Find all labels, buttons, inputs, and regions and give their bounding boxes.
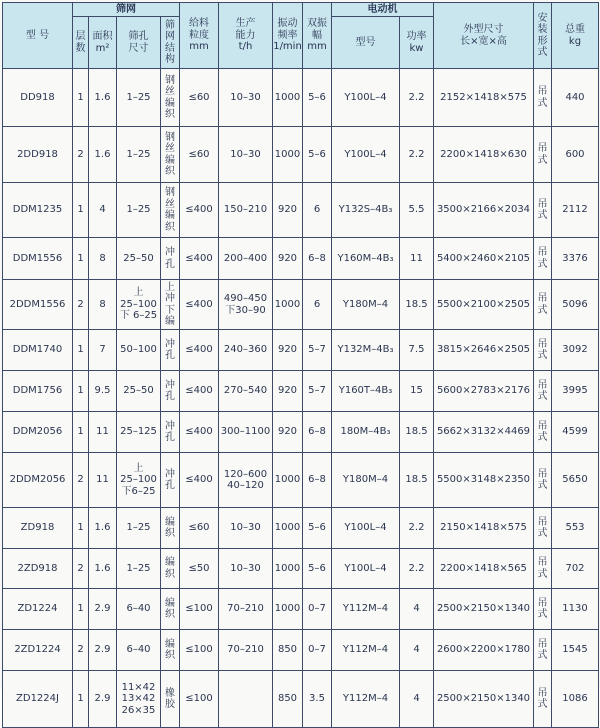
cell-weight: 1545 bbox=[552, 630, 599, 671]
cell-feed: ≤60 bbox=[180, 508, 219, 549]
cell-weight: 440 bbox=[552, 69, 599, 127]
cell-weight: 2112 bbox=[552, 183, 599, 238]
header-screen-group: 筛网 bbox=[73, 3, 180, 17]
cell-frequency: 1000 bbox=[273, 589, 303, 630]
table-row bbox=[3, 280, 599, 330]
cell-amplitude: 5–6 bbox=[303, 127, 332, 183]
cell-feed: ≤400 bbox=[180, 453, 219, 508]
cell-layers: 1 bbox=[73, 412, 89, 453]
cell-model: DDM1556 bbox=[3, 238, 73, 280]
cell-capacity: 10–30 bbox=[219, 549, 273, 589]
cell-structure-text: 冲孔 bbox=[165, 420, 175, 443]
header-motor-group: 电动机 bbox=[332, 3, 434, 17]
cell-dimensions: 2200×1418×565 bbox=[434, 549, 534, 589]
cell-amplitude: 3.5 bbox=[303, 671, 332, 728]
header-dimensions: 外型尺寸 长×宽×高 bbox=[434, 3, 534, 69]
cell-aperture: 25–50 bbox=[117, 238, 161, 280]
cell-feed: ≤400 bbox=[180, 371, 219, 412]
cell-structure-text: 编织 bbox=[165, 638, 175, 661]
cell-layers: 1 bbox=[73, 69, 89, 127]
cell-structure bbox=[161, 127, 180, 183]
cell-capacity: 120–600 40–120 bbox=[219, 453, 273, 508]
cell-install-text: 吊式 bbox=[537, 638, 548, 661]
table-row bbox=[3, 183, 599, 238]
cell-power: 15 bbox=[400, 371, 434, 412]
cell-aperture: 1–25 bbox=[117, 127, 161, 183]
table-row bbox=[3, 671, 599, 728]
cell-dimensions: 5600×2783×2176 bbox=[434, 371, 534, 412]
cell-structure-text: 上冲下编 bbox=[165, 281, 175, 327]
cell-frequency: 850 bbox=[273, 630, 303, 671]
cell-model: DDM1740 bbox=[3, 330, 73, 371]
cell-motor: 180M–4B₃ bbox=[332, 412, 400, 453]
cell-amplitude: 6–8 bbox=[303, 412, 332, 453]
cell-aperture: 6–40 bbox=[117, 630, 161, 671]
cell-motor: Y160M–4B₃ bbox=[332, 238, 400, 280]
cell-layers: 1 bbox=[73, 371, 89, 412]
cell-weight: 3995 bbox=[552, 371, 599, 412]
cell-power: 5.5 bbox=[400, 183, 434, 238]
cell-amplitude: 5–6 bbox=[303, 69, 332, 127]
table-row bbox=[3, 238, 599, 280]
cell-install bbox=[534, 183, 552, 238]
cell-aperture: 1–25 bbox=[117, 69, 161, 127]
cell-install-text: 吊式 bbox=[537, 293, 548, 316]
cell-weight: 5096 bbox=[552, 280, 599, 330]
cell-layers: 2 bbox=[73, 549, 89, 589]
header-install-label: 安装形式 bbox=[537, 12, 548, 58]
cell-capacity: 240–360 bbox=[219, 330, 273, 371]
cell-area: 7 bbox=[89, 330, 117, 371]
cell-install-text: 吊式 bbox=[537, 338, 548, 361]
cell-structure bbox=[161, 183, 180, 238]
cell-amplitude: 0–7 bbox=[303, 630, 332, 671]
cell-structure bbox=[161, 453, 180, 508]
cell-install bbox=[534, 69, 552, 127]
cell-area: 2.9 bbox=[89, 630, 117, 671]
cell-dimensions: 2152×1418×575 bbox=[434, 69, 534, 127]
cell-structure-text: 钢丝编织 bbox=[165, 187, 175, 233]
cell-motor: Y160T–4B₃ bbox=[332, 371, 400, 412]
cell-power: 2.2 bbox=[400, 69, 434, 127]
cell-area: 11 bbox=[89, 453, 117, 508]
header-capacity: 生产 能力 t/h bbox=[219, 3, 273, 69]
cell-structure bbox=[161, 412, 180, 453]
cell-install-text: 吊式 bbox=[537, 86, 548, 109]
table-row bbox=[3, 330, 599, 371]
cell-feed: ≤60 bbox=[180, 127, 219, 183]
cell-capacity: 270–540 bbox=[219, 371, 273, 412]
cell-weight: 4599 bbox=[552, 412, 599, 453]
cell-capacity: 70–210 bbox=[219, 630, 273, 671]
cell-amplitude: 5–6 bbox=[303, 549, 332, 589]
table-row bbox=[3, 69, 599, 127]
cell-weight: 1130 bbox=[552, 589, 599, 630]
cell-structure-text: 冲孔 bbox=[165, 468, 175, 491]
cell-power: 11 bbox=[400, 238, 434, 280]
cell-dimensions: 2500×2150×1340 bbox=[434, 671, 534, 728]
cell-motor: Y112M–4 bbox=[332, 630, 400, 671]
cell-frequency: 1000 bbox=[273, 280, 303, 330]
cell-capacity: 10–30 bbox=[219, 508, 273, 549]
cell-frequency: 920 bbox=[273, 330, 303, 371]
cell-amplitude: 5–7 bbox=[303, 330, 332, 371]
cell-amplitude: 0–7 bbox=[303, 589, 332, 630]
cell-capacity: 200–400 bbox=[219, 238, 273, 280]
cell-motor: Y180M–4 bbox=[332, 280, 400, 330]
cell-install bbox=[534, 371, 552, 412]
spec-table bbox=[2, 2, 599, 728]
cell-power: 4 bbox=[400, 671, 434, 728]
cell-dimensions: 2500×2150×1340 bbox=[434, 589, 534, 630]
cell-structure bbox=[161, 238, 180, 280]
cell-install-text: 吊式 bbox=[537, 379, 548, 402]
cell-install bbox=[534, 280, 552, 330]
cell-aperture: 1–25 bbox=[117, 183, 161, 238]
table-row bbox=[3, 412, 599, 453]
cell-capacity: 490–450 下30–90 bbox=[219, 280, 273, 330]
cell-amplitude: 6–8 bbox=[303, 453, 332, 508]
cell-model: ZD1224J bbox=[3, 671, 73, 728]
cell-dimensions: 2200×1418×630 bbox=[434, 127, 534, 183]
cell-structure bbox=[161, 508, 180, 549]
cell-motor: Y112M–4 bbox=[332, 671, 400, 728]
cell-model: DDM1235 bbox=[3, 183, 73, 238]
cell-install bbox=[534, 330, 552, 371]
cell-dimensions: 5500×3148×2350 bbox=[434, 453, 534, 508]
cell-amplitude: 6 bbox=[303, 183, 332, 238]
cell-area: 1.6 bbox=[89, 508, 117, 549]
cell-capacity: 150–210 bbox=[219, 183, 273, 238]
header-amplitude: 双振 幅 mm bbox=[303, 3, 332, 69]
cell-capacity: 300–1100 bbox=[219, 412, 273, 453]
cell-weight: 702 bbox=[552, 549, 599, 589]
cell-model: ZD918 bbox=[3, 508, 73, 549]
cell-layers: 1 bbox=[73, 589, 89, 630]
cell-aperture: 50–100 bbox=[117, 330, 161, 371]
cell-motor: Y132S–4B₃ bbox=[332, 183, 400, 238]
table-row bbox=[3, 127, 599, 183]
cell-install-text: 吊式 bbox=[537, 143, 548, 166]
cell-weight: 600 bbox=[552, 127, 599, 183]
cell-feed: ≤100 bbox=[180, 589, 219, 630]
cell-dimensions: 5400×2460×2105 bbox=[434, 238, 534, 280]
cell-power: 2.2 bbox=[400, 127, 434, 183]
cell-layers: 2 bbox=[73, 453, 89, 508]
table-row bbox=[3, 549, 599, 589]
cell-aperture: 11×42 13×42 26×35 bbox=[117, 671, 161, 728]
table-row bbox=[3, 371, 599, 412]
cell-install-text: 吊式 bbox=[537, 516, 548, 539]
cell-structure-text: 钢丝编织 bbox=[165, 131, 175, 177]
header-structure-label: 筛网结构 bbox=[165, 19, 175, 65]
cell-amplitude: 6–8 bbox=[303, 238, 332, 280]
cell-frequency: 1000 bbox=[273, 453, 303, 508]
cell-structure-text: 冲孔 bbox=[165, 338, 175, 361]
cell-install bbox=[534, 549, 552, 589]
cell-frequency: 920 bbox=[273, 412, 303, 453]
cell-model: DDM1756 bbox=[3, 371, 73, 412]
cell-install bbox=[534, 508, 552, 549]
cell-capacity: 10–30 bbox=[219, 69, 273, 127]
cell-dimensions: 5662×3132×4469 bbox=[434, 412, 534, 453]
table-body bbox=[3, 69, 599, 728]
cell-area: 9.5 bbox=[89, 371, 117, 412]
cell-amplitude: 5–7 bbox=[303, 371, 332, 412]
cell-dimensions: 3500×2166×2034 bbox=[434, 183, 534, 238]
cell-amplitude: 6 bbox=[303, 280, 332, 330]
cell-frequency: 920 bbox=[273, 371, 303, 412]
cell-model: 2DDM2056 bbox=[3, 453, 73, 508]
cell-area: 2.9 bbox=[89, 589, 117, 630]
cell-capacity bbox=[219, 671, 273, 728]
cell-install-text: 吊式 bbox=[537, 687, 548, 710]
cell-feed: ≤100 bbox=[180, 671, 219, 728]
cell-layers: 2 bbox=[73, 630, 89, 671]
table-row bbox=[3, 508, 599, 549]
cell-dimensions: 2600×2200×1780 bbox=[434, 630, 534, 671]
cell-feed: ≤400 bbox=[180, 280, 219, 330]
cell-install bbox=[534, 630, 552, 671]
cell-area: 8 bbox=[89, 280, 117, 330]
header-install bbox=[534, 3, 552, 69]
table-row bbox=[3, 589, 599, 630]
cell-aperture: 上 25–100 下6–25 bbox=[117, 453, 161, 508]
cell-feed: ≤400 bbox=[180, 183, 219, 238]
table-row bbox=[3, 453, 599, 508]
cell-motor: Y100L–4 bbox=[332, 549, 400, 589]
cell-area: 1.6 bbox=[89, 549, 117, 589]
cell-structure-text: 编织 bbox=[165, 597, 175, 620]
header-structure bbox=[161, 17, 180, 69]
cell-power: 2.2 bbox=[400, 549, 434, 589]
cell-frequency: 1000 bbox=[273, 508, 303, 549]
cell-weight: 3376 bbox=[552, 238, 599, 280]
cell-model: 2DD918 bbox=[3, 127, 73, 183]
cell-structure-text: 冲孔 bbox=[165, 247, 175, 270]
cell-amplitude: 5–6 bbox=[303, 508, 332, 549]
cell-capacity: 10–30 bbox=[219, 127, 273, 183]
cell-motor: Y100L–4 bbox=[332, 127, 400, 183]
cell-structure-text: 冲孔 bbox=[165, 379, 175, 402]
cell-aperture: 上 25–100 下 6–25 bbox=[117, 280, 161, 330]
cell-install-text: 吊式 bbox=[537, 597, 548, 620]
cell-weight: 5650 bbox=[552, 453, 599, 508]
header-aperture: 筛孔 尺寸 bbox=[117, 17, 161, 69]
cell-layers: 1 bbox=[73, 238, 89, 280]
header-frequency: 振动 频率 1/min bbox=[273, 3, 303, 69]
cell-weight: 1086 bbox=[552, 671, 599, 728]
cell-layers: 1 bbox=[73, 330, 89, 371]
cell-structure bbox=[161, 69, 180, 127]
cell-structure bbox=[161, 549, 180, 589]
cell-install-text: 吊式 bbox=[537, 420, 548, 443]
cell-layers: 1 bbox=[73, 508, 89, 549]
cell-structure bbox=[161, 371, 180, 412]
cell-motor: Y100L–4 bbox=[332, 508, 400, 549]
cell-weight: 3092 bbox=[552, 330, 599, 371]
cell-structure bbox=[161, 280, 180, 330]
cell-aperture: 1–25 bbox=[117, 549, 161, 589]
cell-install bbox=[534, 412, 552, 453]
header-area: 面积 m² bbox=[89, 17, 117, 69]
cell-weight: 553 bbox=[552, 508, 599, 549]
cell-area: 11 bbox=[89, 412, 117, 453]
header-weight: 总重 kg bbox=[552, 3, 599, 69]
cell-aperture: 25–50 bbox=[117, 371, 161, 412]
cell-capacity: 70–210 bbox=[219, 589, 273, 630]
cell-layers: 1 bbox=[73, 183, 89, 238]
cell-structure bbox=[161, 630, 180, 671]
cell-power: 4 bbox=[400, 589, 434, 630]
cell-install-text: 吊式 bbox=[537, 198, 548, 221]
cell-power: 18.5 bbox=[400, 280, 434, 330]
cell-structure bbox=[161, 671, 180, 728]
header-motor-model: 型号 bbox=[332, 17, 400, 69]
header-layers-label: 层数 bbox=[75, 31, 86, 54]
cell-area: 2.9 bbox=[89, 671, 117, 728]
cell-dimensions: 5500×2100×2505 bbox=[434, 280, 534, 330]
table-header bbox=[3, 3, 599, 69]
cell-model: 2ZD918 bbox=[3, 549, 73, 589]
cell-frequency: 1000 bbox=[273, 127, 303, 183]
cell-motor: Y112M–4 bbox=[332, 589, 400, 630]
cell-power: 4 bbox=[400, 630, 434, 671]
cell-install-text: 吊式 bbox=[537, 247, 548, 270]
cell-feed: ≤400 bbox=[180, 330, 219, 371]
cell-structure bbox=[161, 589, 180, 630]
cell-model: DD918 bbox=[3, 69, 73, 127]
header-model: 型 号 bbox=[3, 3, 73, 69]
cell-install bbox=[534, 127, 552, 183]
table-row bbox=[3, 630, 599, 671]
cell-power: 18.5 bbox=[400, 453, 434, 508]
cell-structure bbox=[161, 330, 180, 371]
cell-power: 2.2 bbox=[400, 508, 434, 549]
cell-motor: Y100L–4 bbox=[332, 69, 400, 127]
cell-area: 1.6 bbox=[89, 69, 117, 127]
cell-install bbox=[534, 671, 552, 728]
cell-install bbox=[534, 453, 552, 508]
cell-frequency: 920 bbox=[273, 183, 303, 238]
header-feed: 给料 粒度 mm bbox=[180, 3, 219, 69]
cell-aperture: 6–40 bbox=[117, 589, 161, 630]
cell-dimensions: 3815×2646×2505 bbox=[434, 330, 534, 371]
header-power: 功率 kw bbox=[400, 17, 434, 69]
cell-model: DDM2056 bbox=[3, 412, 73, 453]
cell-layers: 1 bbox=[73, 671, 89, 728]
cell-area: 4 bbox=[89, 183, 117, 238]
cell-model: 2DDM1556 bbox=[3, 280, 73, 330]
header-layers bbox=[73, 17, 89, 69]
cell-model: ZD1224 bbox=[3, 589, 73, 630]
cell-layers: 2 bbox=[73, 280, 89, 330]
cell-aperture: 25–125 bbox=[117, 412, 161, 453]
cell-motor: Y132M–4B₃ bbox=[332, 330, 400, 371]
cell-frequency: 920 bbox=[273, 238, 303, 280]
cell-structure-text: 橡胶 bbox=[165, 687, 175, 710]
cell-structure-text: 编织 bbox=[165, 557, 175, 580]
cell-structure-text: 编织 bbox=[165, 516, 175, 539]
cell-power: 18.5 bbox=[400, 412, 434, 453]
cell-feed: ≤50 bbox=[180, 549, 219, 589]
cell-install-text: 吊式 bbox=[537, 557, 548, 580]
cell-install bbox=[534, 589, 552, 630]
cell-power: 7.5 bbox=[400, 330, 434, 371]
cell-frequency: 1000 bbox=[273, 549, 303, 589]
cell-frequency: 1000 bbox=[273, 69, 303, 127]
cell-frequency: 850 bbox=[273, 671, 303, 728]
cell-feed: ≤400 bbox=[180, 238, 219, 280]
cell-feed: ≤100 bbox=[180, 630, 219, 671]
cell-area: 1.6 bbox=[89, 127, 117, 183]
cell-feed: ≤400 bbox=[180, 412, 219, 453]
cell-aperture: 1–25 bbox=[117, 508, 161, 549]
cell-feed: ≤60 bbox=[180, 69, 219, 127]
cell-dimensions: 2150×1418×575 bbox=[434, 508, 534, 549]
cell-structure-text: 钢丝编织 bbox=[165, 74, 175, 120]
cell-model: 2ZD1224 bbox=[3, 630, 73, 671]
cell-area: 8 bbox=[89, 238, 117, 280]
cell-motor: Y180M–4 bbox=[332, 453, 400, 508]
cell-install-text: 吊式 bbox=[537, 468, 548, 491]
cell-install bbox=[534, 238, 552, 280]
cell-layers: 2 bbox=[73, 127, 89, 183]
